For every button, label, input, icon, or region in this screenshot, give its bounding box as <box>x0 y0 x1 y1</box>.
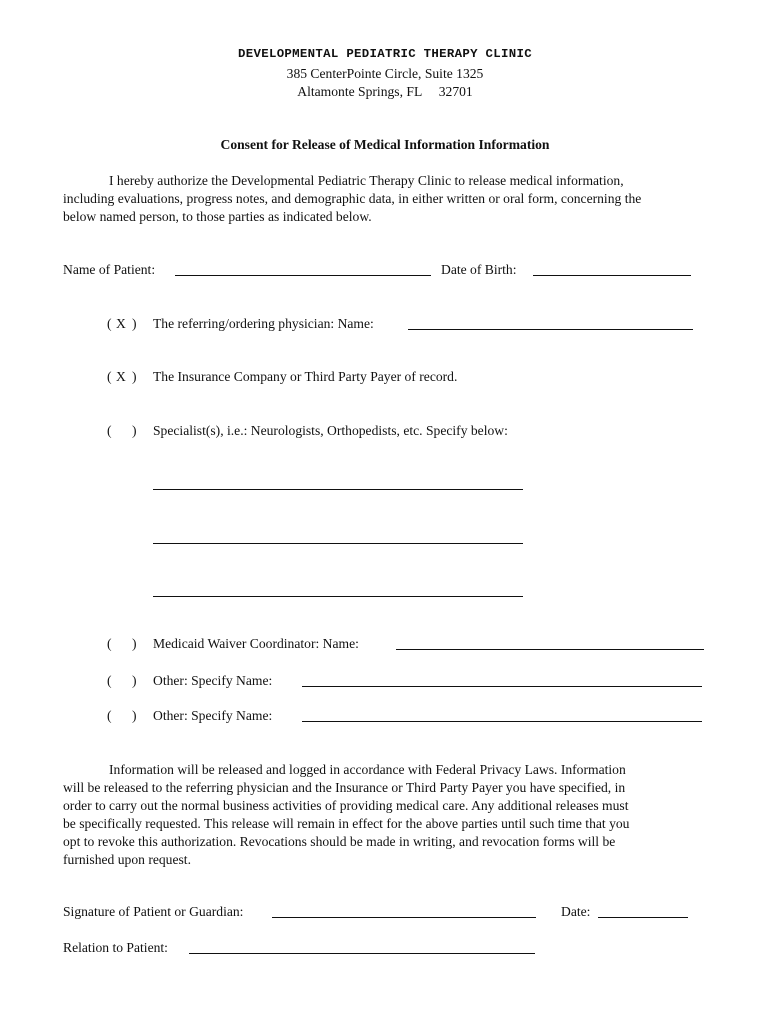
form-title: Consent for Release of Medical Information Information <box>220 137 550 152</box>
intro-line-1: I hereby authorize the Developmental Pediatric Therapy Clinic to release medical information, <box>109 173 624 188</box>
specialist-line-1[interactable] <box>153 489 523 490</box>
release-paragraph <box>63 761 713 869</box>
release-line-4: be specifically requested. This release will remain in effect for the above parties until such time that you <box>63 816 630 831</box>
date-label: Date: <box>561 904 591 919</box>
signature-field[interactable] <box>272 917 536 918</box>
option-label-other-1: Other: Specify Name: <box>153 673 273 688</box>
specialist-line-3[interactable] <box>153 596 523 597</box>
checkbox-other-1[interactable]: ( ) <box>107 673 137 688</box>
release-line-2: will be released to the referring physician and the Insurance or Third Party Payer you have specified, in <box>63 780 626 795</box>
relation-field[interactable] <box>189 953 535 954</box>
date-field[interactable] <box>598 917 688 918</box>
referring-physician-name-field[interactable] <box>408 329 693 330</box>
other-name-field-1[interactable] <box>302 686 702 687</box>
intro-paragraph <box>63 172 713 226</box>
checkbox-other-2[interactable]: ( ) <box>107 708 137 723</box>
address-line-2: Altamonte Springs, FL 32701 <box>297 84 473 99</box>
medicaid-name-field[interactable] <box>396 649 704 650</box>
intro-line-2: including evaluations, progress notes, and demographic data, in either written or oral form, concerning the <box>63 191 642 206</box>
address-line-1: 385 CenterPointe Circle, Suite 1325 <box>286 66 484 81</box>
specialist-line-2[interactable] <box>153 543 523 544</box>
intro-line-3: below named person, to those parties as indicated below. <box>63 209 372 224</box>
release-line-3: order to carry out the normal business activities of providing medical care. Any additional releases must <box>63 798 629 813</box>
other-name-field-2[interactable] <box>302 721 702 722</box>
checkbox-referring-physician[interactable]: ( X ) <box>107 316 137 331</box>
release-line-1: Information will be released and logged in accordance with Federal Privacy Laws. Information <box>109 762 626 777</box>
checkbox-insurance[interactable]: ( X ) <box>107 369 137 384</box>
option-label-other-2: Other: Specify Name: <box>153 708 273 723</box>
dob-field[interactable] <box>533 275 691 276</box>
release-line-5: opt to revoke this authorization. Revocations should be made in writing, and revocation forms will be <box>63 834 616 849</box>
dob-label: Date of Birth: <box>441 262 517 277</box>
check-mark: X <box>116 369 126 384</box>
checkbox-medicaid[interactable]: ( ) <box>107 636 137 651</box>
relation-label: Relation to Patient: <box>63 940 168 955</box>
signature-label: Signature of Patient or Guardian: <box>63 904 244 919</box>
checkbox-specialists[interactable]: ( ) <box>107 423 137 438</box>
release-line-6: furnished upon request. <box>63 852 191 867</box>
option-label-medicaid: Medicaid Waiver Coordinator: Name: <box>153 636 359 651</box>
check-mark: X <box>116 316 126 331</box>
patient-name-field[interactable] <box>175 275 431 276</box>
patient-name-label: Name of Patient: <box>63 262 156 277</box>
option-label-referring-physician: The referring/ordering physician: Name: <box>153 316 374 331</box>
clinic-name: DEVELOPMENTAL PEDIATRIC THERAPY CLINIC <box>238 47 532 61</box>
option-label-specialists: Specialist(s), i.e.: Neurologists, Orthopedists, etc. Specify below: <box>153 423 508 438</box>
option-label-insurance: The Insurance Company or Third Party Payer of record. <box>153 369 458 384</box>
